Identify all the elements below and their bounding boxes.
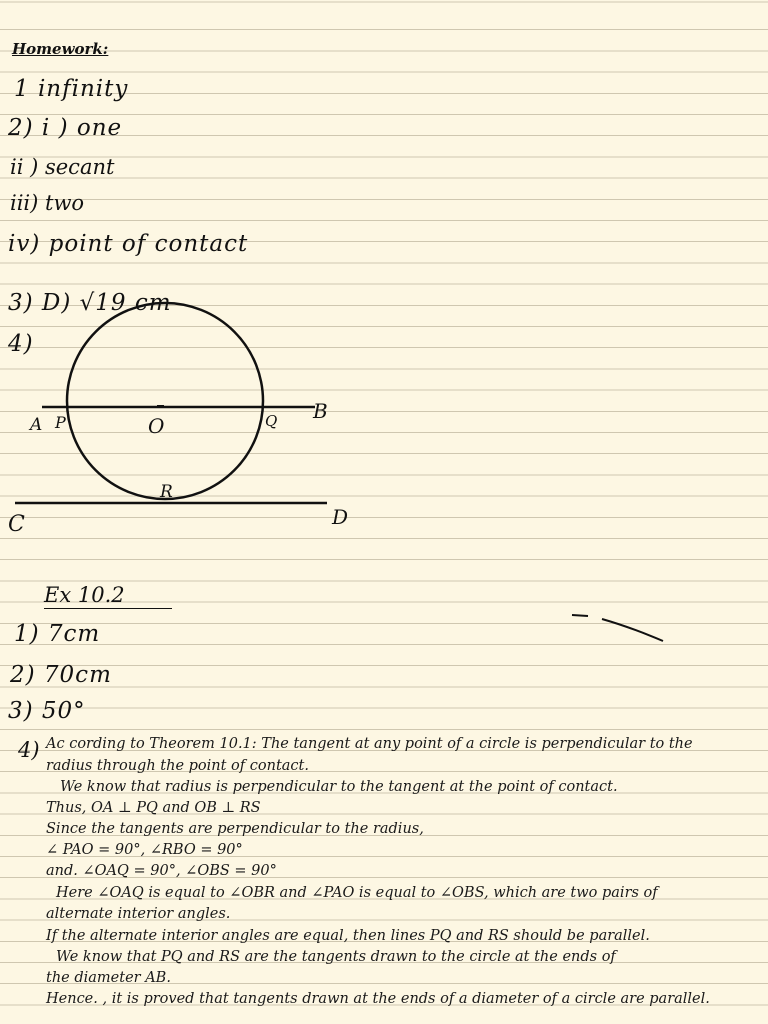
label-b: B xyxy=(313,399,328,423)
label-d: D xyxy=(332,505,349,529)
answer-1: 1 infinity xyxy=(14,76,129,102)
stray-strokes xyxy=(560,605,680,650)
proof-line-8: Here ∠OAQ is equal to ∠OBR and ∠PAO is equal to ∠OBS, which are two pairs of xyxy=(56,885,658,901)
circle xyxy=(67,303,263,499)
label-c: C xyxy=(8,512,25,537)
proof-line-5: Since the tangents are perpendicular to the radius, xyxy=(46,821,424,837)
label-a: A xyxy=(30,415,43,435)
label-p: P xyxy=(55,413,66,432)
label-q: Q xyxy=(265,412,278,430)
proof-line-9: alternate interior angles. xyxy=(46,906,231,922)
proof-line-4: Thus, OA ⊥ PQ and OB ⊥ RS xyxy=(46,800,261,816)
homework-heading: Homework: xyxy=(12,40,109,58)
proof-line-2: radius through the point of contact. xyxy=(46,758,309,774)
proof-line-3: We know that radius is perpendicular to the tangent at the point of contact. xyxy=(60,779,618,795)
answer-2-ii: ii ) secant xyxy=(10,155,115,179)
proof-line-1: Ac cording to Theorem 10.1: The tangent at any point of a circle is perpendicular to the xyxy=(46,736,693,752)
proof-line-11: We know that PQ and RS are the tangents drawn to the circle at the ends of xyxy=(56,949,616,965)
exercise-answer-2: 2) 70cm xyxy=(10,662,112,688)
circle-tangent-diagram xyxy=(0,300,768,550)
proof-line-13: Hence. , it is proved that tangents drawn at the ends of a diameter of a circle are parallel. xyxy=(46,991,710,1007)
proof-line-6: ∠ PAO = 90°, ∠RBO = 90° xyxy=(46,842,243,858)
proof-line-12: the diameter AB. xyxy=(46,970,171,986)
proof-line-10: If the alternate interior angles are equal, then lines PQ and RS should be parallel. xyxy=(46,928,650,944)
exercise-answer-1: 1) 7cm xyxy=(14,621,101,647)
exercise-answer-4-number: 4) xyxy=(18,738,40,762)
exercise-title: Ex 10.2 xyxy=(44,585,172,609)
answer-2-iv: iv) point of contact xyxy=(8,231,249,257)
label-r: R xyxy=(160,482,173,502)
answer-4-number: 4) xyxy=(8,331,34,357)
label-o: O xyxy=(148,414,165,438)
answer-2-i: 2) i ) one xyxy=(8,115,123,141)
proof-line-7: and. ∠OAQ = 90°, ∠OBS = 90° xyxy=(46,863,277,879)
exercise-answer-3: 3) 50° xyxy=(8,698,86,724)
answer-3: 3) D) √19 cm xyxy=(8,290,172,316)
answer-2-iii: iii) two xyxy=(10,191,85,215)
